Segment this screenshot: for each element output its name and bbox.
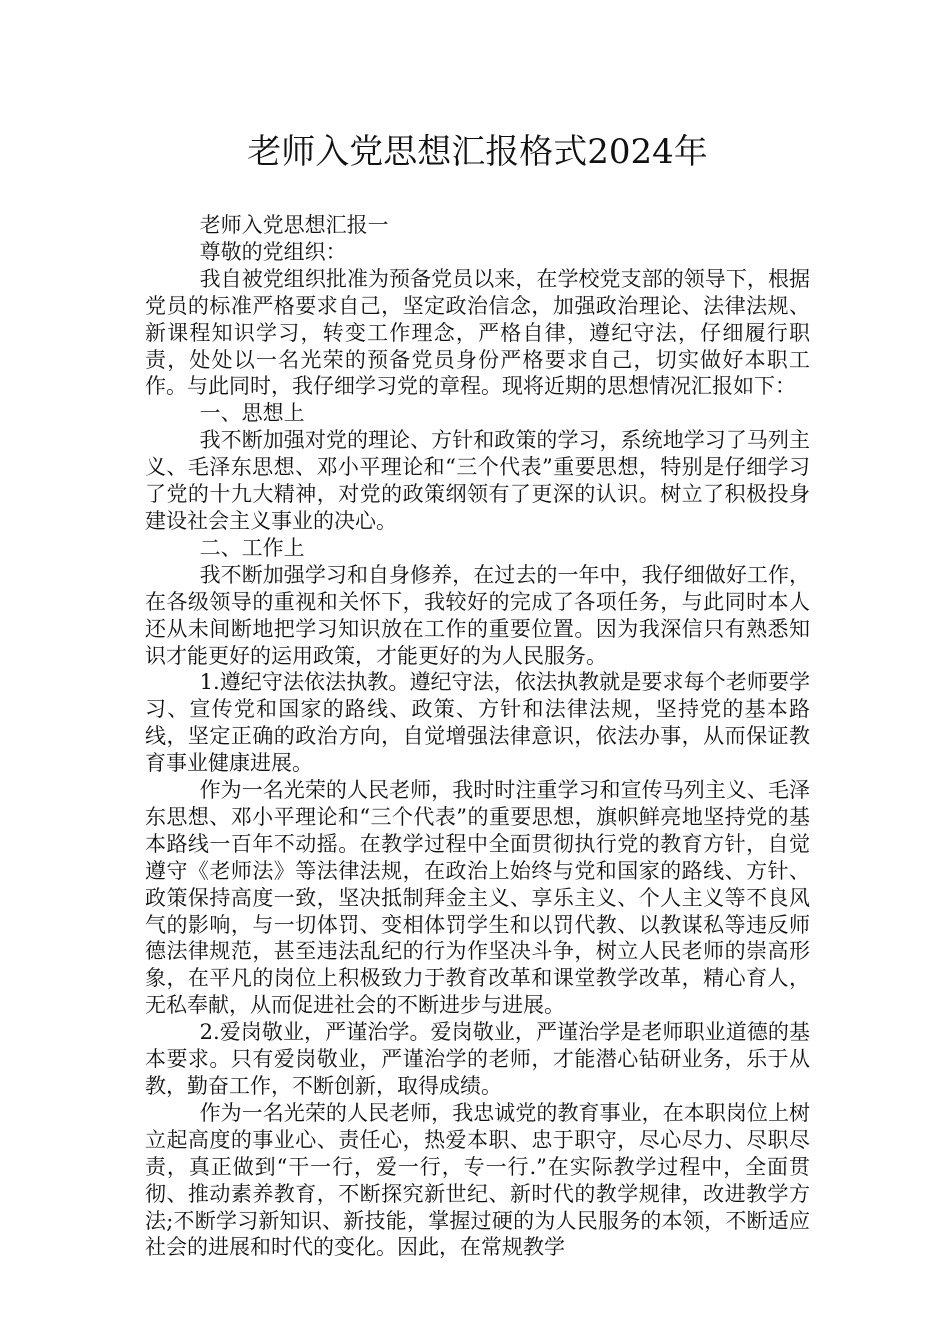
paragraph-intro: 我自被党组织批准为预备党员以来，在学校党支部的领导下，根据党员的标准严格要求自己，坚定政治信念，加强政治理论、法律法规、新课程知识学习，转变工作理念，严格自律，遵纪守法，仔细履行职责，处处以一名光荣的预备党员身份严格要求自己，切实做好本职工作。与此同时，我仔细学习党的章程。现将近期的思想情况汇报如下： [145,266,810,399]
paragraph-point-2-detail: 作为一名光荣的人民老师，我忠诚党的教育事业，在本职岗位上树立起高度的事业心、责任心，热爱本职、忠于职守，尽心尽力、尽职尽责，真正做到“干一行，爱一行，专一行.”在实际教学过程中，全面贯彻、推动素养教育，不断探究新世纪、新时代的教学规律，改进教学方法;不断学习新知识、新技能，掌握过硬的为人民服务的本领，不断适应社会的进展和时代的变化。因此，在常规教学 [145,1100,810,1260]
paragraph-thought: 我不断加强对党的理论、方针和政策的学习，系统地学习了马列主义、毛泽东思想、邓小平理论和“三个代表”重要思想，特别是仔细学习了党的十九大精神，对党的政策纲领有了更深的认识。树立了积极投身建设社会主义事业的决心。 [145,428,810,533]
paragraph-point-1: 1.遵纪守法依法执教。遵纪守法，依法执教就是要求每个老师要学习、宣传党和国家的路线、政策、方针和法律法规，坚持党的基本路线，坚定正确的政治方向，自觉增强法律意识，依法办事，从而保证教育事业健康进展。 [145,670,810,776]
document-body [145,212,810,1261]
document-page [145,124,810,1261]
paragraph-point-2: 2.爱岗敬业，严谨治学。爱岗敬业，严谨治学是老师职业道德的基本要求。只有爱岗敬业，严谨治学的老师，才能潜心钻研业务，乐于从教，勤奋工作，不断创新，取得成绩。 [145,1020,810,1098]
section-heading-thought: 一、思想上 [199,401,305,426]
section-heading-work: 二、工作上 [199,535,305,560]
paragraph-point-1-detail: 作为一名光荣的人民老师，我时时注重学习和宣传马列主义、毛泽东思想、邓小平理论和“三个代表”的重要思想，旗帜鲜亮地坚持党的基本路线一百年不动摇。在教学过程中全面贯彻执行党的教育方针，自觉遵守《老师法》等法律法规，在政治上始终与党和国家的路线、方针、政策保持高度一致，坚决抵制拜金主义、享乐主义、个人主义等不良风气的影响，与一切体罚、变相体罚学生和以罚代教、以教谋私等违反师德法律规范，甚至违法乱纪的行为作坚决斗争，树立人民老师的崇高形象，在平凡的岗位上积极致力于教育改革和课堂教学改革，精心育人，无私奉献，从而促进社会的不断进步与进展。 [145,778,810,1018]
paragraph-heading: 老师入党思想汇报一 [199,213,389,237]
document-title: 老师入党思想汇报格式2024年 [247,132,708,172]
paragraph-work: 我不断加强学习和自身修养，在过去的一年中，我仔细做好工作，在各级领导的重视和关怀下，我较好的完成了各项任务，与此同时本人还从未间断地把学习知识放在工作的重要位置。因为我深信只有熟悉知识才能更好的运用政策，才能更好的为人民服务。 [145,562,810,668]
paragraph-salutation: 尊敬的党组织： [199,239,347,264]
